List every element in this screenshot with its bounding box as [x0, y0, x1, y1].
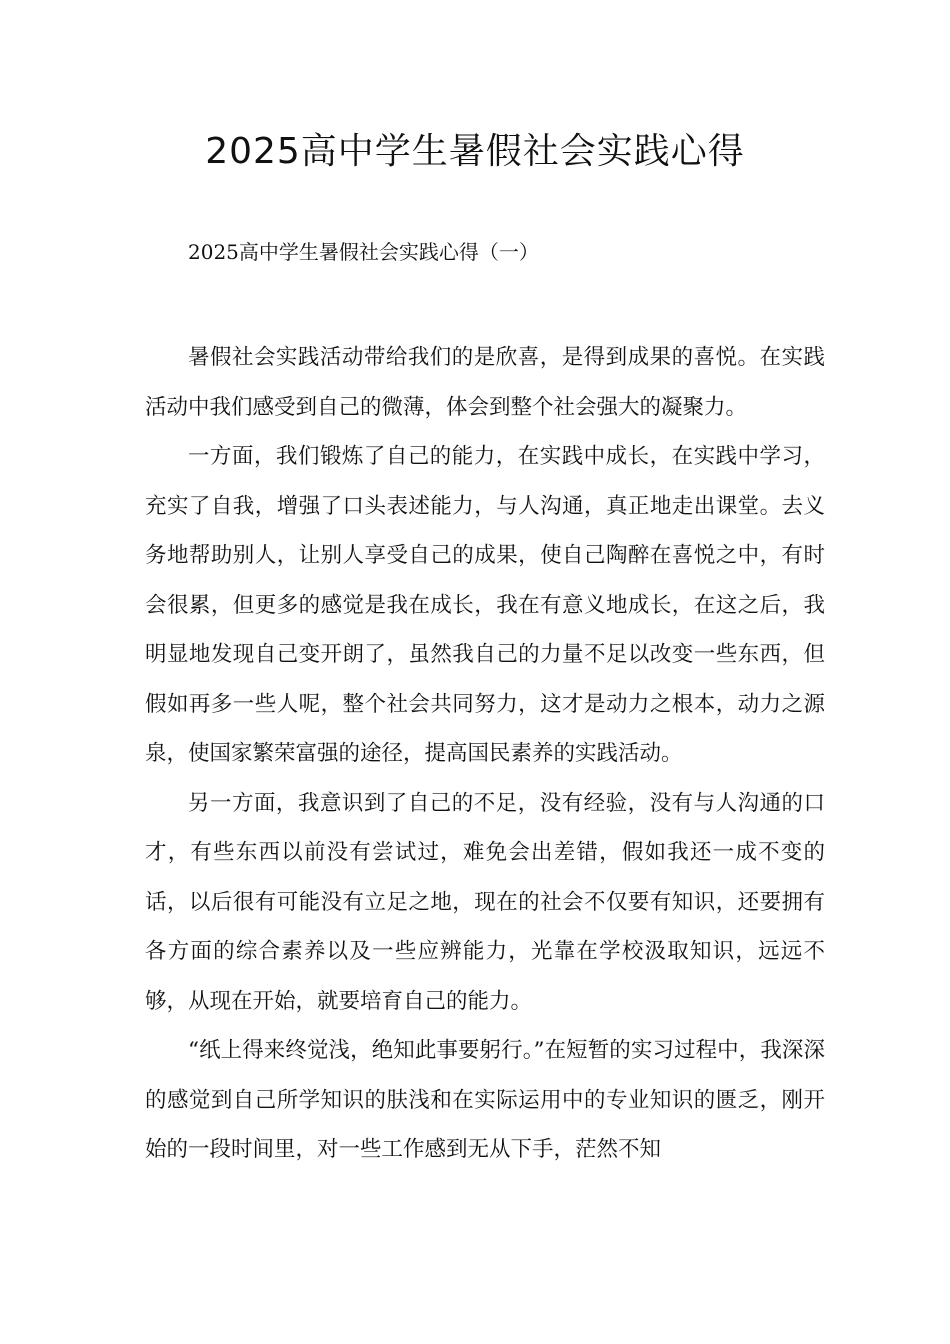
paragraph: 一方面，我们锻炼了自己的能力，在实践中成长，在实践中学习，充实了自我，增强了口头表述能力，与人沟通，真正地走出课堂。去义务地帮助别人，让别人享受自己的成果，使自己陶醉在喜悦之中，有时会很累，但更多的感觉是我在成长，我在有意义地成长，在这之后，我明显地发现自己变开朗了，虽然我自己的力量不足以改变一些东西，但假如再多一些人呢，整个社会共同努力，这才是动力之根本，动力之源泉，使国家繁荣富强的途径，提高国民素养的实践活动。 [145, 444, 825, 766]
paragraph: 另一方面，我意识到了自己的不足，没有经验，没有与人沟通的口才，有些东西以前没有尝试过，难免会出差错，假如我还一成不变的话，以后很有可能没有立足之地，现在的社会不仅要有知识，还要拥有各方面的综合素养以及一些应辨能力，光靠在学校汲取知识，远远不够，从现在开始，就要培育自己的能力。 [145, 790, 825, 1014]
section-subtitle: 2025高中学生暑假社会实践心得（一） [188, 240, 539, 264]
paragraph: 暑假社会实践活动带给我们的是欣喜，是得到成果的喜悦。在实践活动中我们感受到自己的微薄，体会到整个社会强大的凝聚力。 [145, 345, 825, 420]
page-title: 2025高中学生暑假社会实践心得 [205, 131, 745, 172]
paragraph: “纸上得来终觉浅，绝知此事要躬行。”在短暂的实习过程中，我深深的感觉到自己所学知识的肤浅和在实际运用中的专业知识的匮乏，刚开始的一段时间里，对一些工作感到无从下手，茫然不知 [145, 1038, 825, 1162]
body-text [145, 333, 825, 1175]
